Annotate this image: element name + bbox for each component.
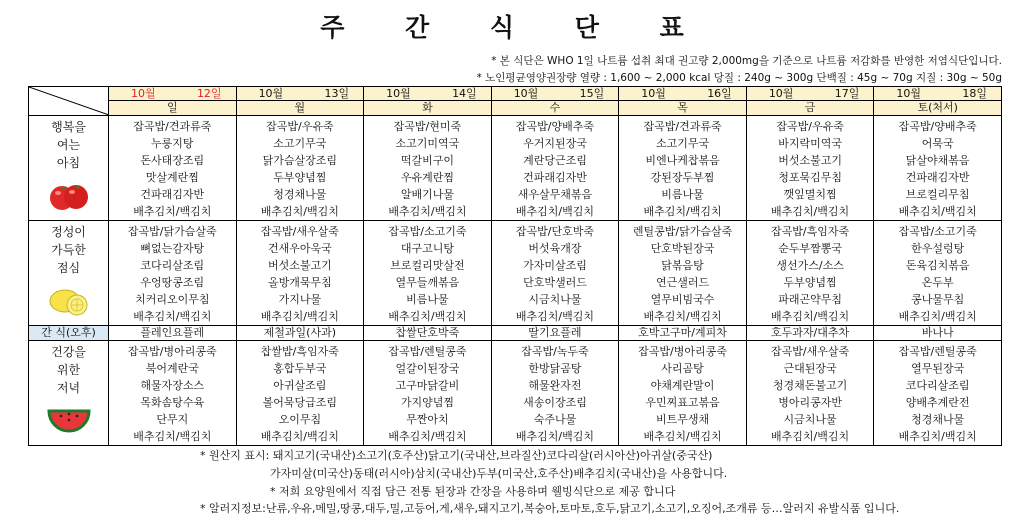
menu-item: 바지락미역국	[778, 137, 842, 150]
menu-item: 온두부	[921, 276, 954, 289]
menu-item: 돈사태장조림	[140, 154, 205, 167]
menu-item: 돈육김치볶음	[905, 259, 970, 272]
menu-item: 건파래김자반	[523, 171, 587, 184]
menu-item: 잡곡밥/새우살죽	[260, 225, 339, 238]
lunch-cell	[874, 221, 1002, 326]
menu-item: 버섯소불고기	[778, 154, 842, 167]
menu-item: 양배추계란전	[905, 396, 970, 409]
lunch-cell	[236, 221, 364, 326]
breakfast-cell	[619, 116, 747, 221]
menu-item: 배추김치/백김치	[771, 430, 850, 443]
menu-item: 배추김치/백김치	[388, 310, 467, 323]
menu-item: 북어계란국	[145, 362, 199, 375]
menu-item: 잡곡밥/렌틸콩죽	[898, 345, 977, 358]
menu-item: 배추김치/백김치	[643, 205, 722, 218]
watermelon-icon	[47, 399, 91, 433]
page-title: 주 간 식 단 표	[320, 13, 710, 42]
origin-note: * 원산지 표시: 돼지고기(국내산)소고기(호주산)닭고기(국내산,브라질산)코다리살(러시아산)아귀살(중국산)	[200, 449, 713, 462]
menu-item: 해물완자전	[528, 379, 582, 392]
menu-item: 새송이장조림	[523, 396, 587, 409]
lunch-cell	[364, 221, 492, 326]
menu-item: 코다리살조림	[140, 259, 205, 272]
menu-item: 배추김치/백김치	[515, 205, 595, 218]
menu-item: 렌틸콩밥/닭가슴살죽	[632, 225, 733, 238]
day-cell: 수	[491, 101, 619, 116]
menu-item: 잡곡밥/새우살죽	[771, 345, 850, 358]
menu-item: 배추김치/백김치	[771, 205, 850, 218]
menu-item: 잡곡밥/양배추죽	[898, 120, 977, 133]
origin-note-cont: 가자미살(미국산)동태(러시아)삼치(국내산)두부(미국산,호주산)배추김치(국내산)을 사용합니다.	[270, 467, 728, 480]
menu-item: 병아리콩자반	[778, 396, 842, 409]
menu-item: 배추김치/백김치	[133, 310, 212, 323]
menu-item: 닭살야채볶음	[905, 154, 970, 167]
date-cell: 10월 14일	[364, 87, 492, 101]
dinner-cell	[236, 341, 364, 446]
menu-item: 소고기미역국	[395, 137, 460, 150]
dinner-cell	[364, 341, 492, 446]
menu-item: 잡곡밥/우유죽	[266, 120, 334, 133]
sodium-note: * 본 식단은 WHO 1일 나트륨 섭취 최대 권고량 2,000mg을 기준으로 나트륨 저감화를 반영한 저염식단입니다.	[491, 55, 1002, 67]
menu-item: 잡곡밥/병아리콩죽	[127, 345, 217, 358]
menu-item: 열무된장국	[911, 362, 965, 375]
lunch-cell	[619, 221, 747, 326]
date-cell: 10월 13일	[236, 87, 364, 101]
snack-cell: 호두과자/대추차	[746, 326, 874, 341]
menu-item: 떡갈비구이	[400, 154, 454, 167]
menu-item: 브로컬리무침	[905, 188, 970, 201]
day-cell: 토(처서)	[874, 101, 1002, 116]
dinner-cell	[746, 341, 874, 446]
menu-item: 배추김치/백김치	[898, 430, 977, 443]
date-cell: 10월 17일	[746, 87, 874, 101]
menu-item: 잡곡밥/소고기죽	[388, 225, 467, 238]
menu-item: 올방개묵무침	[267, 276, 332, 289]
menu-item: 숙주나물	[533, 413, 577, 426]
menu-item: 건파래김자반	[140, 188, 205, 201]
menu-item: 소고기무국	[655, 137, 710, 150]
menu-item: 맛살계란찜	[145, 171, 199, 184]
menu-item: 비트무생채	[655, 413, 710, 426]
menu-item: 잡곡밥/닭가슴살죽	[127, 225, 217, 238]
menu-item: 열무비빔국수	[650, 293, 715, 306]
snack-cell: 호박고구마/계피차	[619, 326, 747, 341]
menu-item: 배추김치/백김치	[515, 310, 595, 323]
menu-item: 배추김치/백김치	[260, 205, 339, 218]
snack-row	[29, 326, 1002, 341]
dinner-cell	[619, 341, 747, 446]
weekly-menu-table	[28, 86, 1002, 446]
menu-item: 강된장두부찜	[650, 171, 715, 184]
snack-cell: 찹쌀단호박죽	[364, 326, 492, 341]
menu-item: 잡곡밥/렌틸콩죽	[388, 345, 467, 358]
nutrition-note: * 노인평균영양권장량 열량 : 1,600 ~ 2,000 kcal 당질 : 240g ~ 300g 단백질 : 45g ~ 70g 지질 : 30g ~ 50g	[476, 72, 1002, 84]
menu-item: 한방닭곰탕	[528, 362, 582, 375]
menu-item: 알배기나물	[400, 188, 454, 201]
menu-item: 가자미살조림	[523, 259, 587, 272]
menu-item: 우민찌표고볶음	[645, 396, 720, 409]
menu-item: 배추김치/백김치	[133, 430, 212, 443]
menu-item: 해물자장소스	[140, 379, 205, 392]
lunch-cell	[491, 221, 619, 326]
date-cell: 10월 16일	[619, 87, 747, 101]
day-cell: 일	[109, 101, 237, 116]
menu-item: 깻잎멸치찜	[783, 188, 837, 201]
menu-item: 잡곡밥/현미죽	[393, 120, 462, 133]
snack-cell: 플레인요플레	[109, 326, 237, 341]
menu-item: 브로컬리맛살전	[390, 259, 465, 272]
menu-item: 건파래김자반	[905, 171, 970, 184]
date-cell: 10월 15일	[491, 87, 619, 101]
menu-item: 목화솜탕수육	[140, 396, 205, 409]
menu-item: 어묵국	[921, 137, 954, 150]
menu-item: 야채계란말이	[650, 379, 715, 392]
menu-item: 누룽지탕	[151, 137, 194, 150]
menu-item: 무짠아치	[406, 413, 449, 426]
menu-item: 콩나물무침	[911, 293, 965, 306]
menu-item: 열무들깨볶음	[395, 276, 460, 289]
menu-item: 닭가슴살장조림	[262, 154, 338, 167]
menu-item: 닭볶음탕	[661, 259, 704, 272]
menu-item: 소고기무국	[273, 137, 327, 150]
menu-item: 비름나물	[661, 188, 704, 201]
menu-item: 배추김치/백김치	[515, 430, 595, 443]
menu-item: 배추김치/백김치	[388, 205, 467, 218]
menu-item: 한우설렁탕	[911, 242, 965, 255]
menu-item: 단무지	[156, 413, 189, 426]
menu-item: 배추김치/백김치	[898, 205, 977, 218]
menu-item: 배추김치/백김치	[771, 310, 850, 323]
menu-item: 청경채돈불고기	[772, 379, 848, 392]
menu-item: 생선가스/소스	[776, 259, 844, 272]
corner-cell	[29, 87, 109, 116]
breakfast-cell	[746, 116, 874, 221]
tomato-icon	[47, 176, 91, 214]
day-cell: 월	[236, 101, 364, 116]
menu-item: 잡곡밥/양배추죽	[515, 120, 595, 133]
menu-item: 치커리오이무침	[135, 293, 210, 306]
date-cell: 10월 18일	[874, 87, 1002, 101]
dinner-cell	[491, 341, 619, 446]
dinner-row	[29, 341, 1002, 446]
menu-item: 뼈없는감자탕	[140, 242, 205, 255]
menu-item: 우거지된장국	[523, 137, 587, 150]
menu-item: 우엉땅콩조림	[140, 276, 205, 289]
menu-item: 청경채나물	[273, 188, 327, 201]
menu-item: 찹쌀밥/흑임자죽	[260, 345, 339, 358]
menu-item: 비엔나케찹볶음	[645, 154, 720, 167]
menu-item: 우유계란찜	[400, 171, 454, 184]
breakfast-cell	[364, 116, 492, 221]
breakfast-cell	[236, 116, 364, 221]
day-row	[29, 101, 1002, 116]
menu-item: 코다리살조림	[905, 379, 970, 392]
menu-item: 볼어묵당급조림	[262, 396, 338, 409]
menu-item: 단호박샐러드	[523, 276, 587, 289]
menu-item: 배추김치/백김치	[643, 430, 722, 443]
snack-cell: 제철과일(사과)	[236, 326, 364, 341]
menu-item: 홍합두부국	[273, 362, 327, 375]
menu-item: 연근샐러드	[655, 276, 710, 289]
menu-item: 고구마닭갈비	[395, 379, 460, 392]
allergy-note: * 알러지정보:난류,우유,메밀,땅콩,대두,밀,고등어,게,새우,돼지고기,복숭아,토마토,호두,닭고기,소고기,오징어,조개류 등…알러지 유발식품 입니다.	[200, 502, 900, 515]
date-cell: 10월 12일	[109, 87, 237, 101]
menu-item: 잡곡밥/우유죽	[776, 120, 844, 133]
menu-item: 배추김치/백김치	[133, 205, 212, 218]
menu-item: 새우살무채볶음	[517, 188, 593, 201]
lunch-row	[29, 221, 1002, 326]
breakfast-row	[29, 116, 1002, 221]
date-row	[29, 87, 1002, 101]
menu-item: 잡곡밥/녹두죽	[521, 345, 589, 358]
day-cell: 화	[364, 101, 492, 116]
menu-item: 근대된장국	[783, 362, 837, 375]
menu-item: 배추김치/백김치	[643, 310, 722, 323]
menu-item: 배추김치/백김치	[898, 310, 977, 323]
menu-item: 잡곡밥/병아리콩죽	[638, 345, 727, 358]
day-cell: 목	[619, 101, 747, 116]
menu-item: 시금치나물	[528, 293, 582, 306]
dinner-label: 건강을 위한 저녁	[29, 341, 109, 446]
menu-item: 잡곡밥/견과류죽	[133, 120, 212, 133]
breakfast-cell	[109, 116, 237, 221]
breakfast-label: 행복을 여는 아침	[29, 116, 109, 221]
menu-item: 비름나물	[406, 293, 449, 306]
menu-item: 배추김치/백김치	[388, 430, 467, 443]
menu-item: 건새우아욱국	[267, 242, 332, 255]
menu-item: 잡곡밥/견과류죽	[643, 120, 722, 133]
lemon-icon	[47, 281, 91, 319]
menu-item: 대구고니탕	[400, 242, 454, 255]
menu-item: 두부양념찜	[273, 171, 327, 184]
menu-item: 순두부짬뽕국	[778, 242, 842, 255]
menu-item: 두부양념찜	[783, 276, 837, 289]
dinner-cell	[874, 341, 1002, 446]
menu-item: 청경채나물	[911, 413, 965, 426]
menu-item: 시금치나물	[783, 413, 837, 426]
menu-item: 아귀살조림	[273, 379, 327, 392]
menu-item: 가지나물	[278, 293, 322, 306]
snack-cell: 딸기요플레	[491, 326, 619, 341]
diagonal-line	[29, 87, 109, 115]
sauce-note: * 저희 요양원에서 직접 담근 전통 된장과 간장을 사용하며 웰빙식단으로 제공 합니다	[270, 485, 676, 498]
lunch-label: 정성이 가득한 점심	[29, 221, 109, 326]
menu-item: 오이무침	[278, 413, 322, 426]
breakfast-cell	[874, 116, 1002, 221]
menu-item: 잡곡밥/흑임자죽	[771, 225, 850, 238]
snack-cell: 바나나	[874, 326, 1002, 341]
snack-label: 간 식(오후)	[29, 326, 109, 341]
menu-item: 잡곡밥/소고기죽	[898, 225, 977, 238]
menu-item: 사리곰탕	[661, 362, 704, 375]
menu-item: 가지양념찜	[400, 396, 454, 409]
menu-item: 파래곤약무침	[778, 293, 842, 306]
menu-item: 잡곡밥/단호박죽	[515, 225, 595, 238]
menu-item: 배추김치/백김치	[260, 310, 339, 323]
dinner-cell	[109, 341, 237, 446]
menu-item: 청포묵김무침	[778, 171, 842, 184]
menu-item: 단호박된장국	[650, 242, 715, 255]
menu-item: 버섯소불고기	[267, 259, 332, 272]
menu-item: 얼갈이된장국	[395, 362, 460, 375]
menu-item: 버섯육개장	[528, 242, 582, 255]
day-cell: 금	[746, 101, 874, 116]
menu-item: 계란당근조림	[523, 154, 587, 167]
breakfast-cell	[491, 116, 619, 221]
lunch-cell	[109, 221, 237, 326]
menu-item: 배추김치/백김치	[260, 430, 339, 443]
lunch-cell	[746, 221, 874, 326]
